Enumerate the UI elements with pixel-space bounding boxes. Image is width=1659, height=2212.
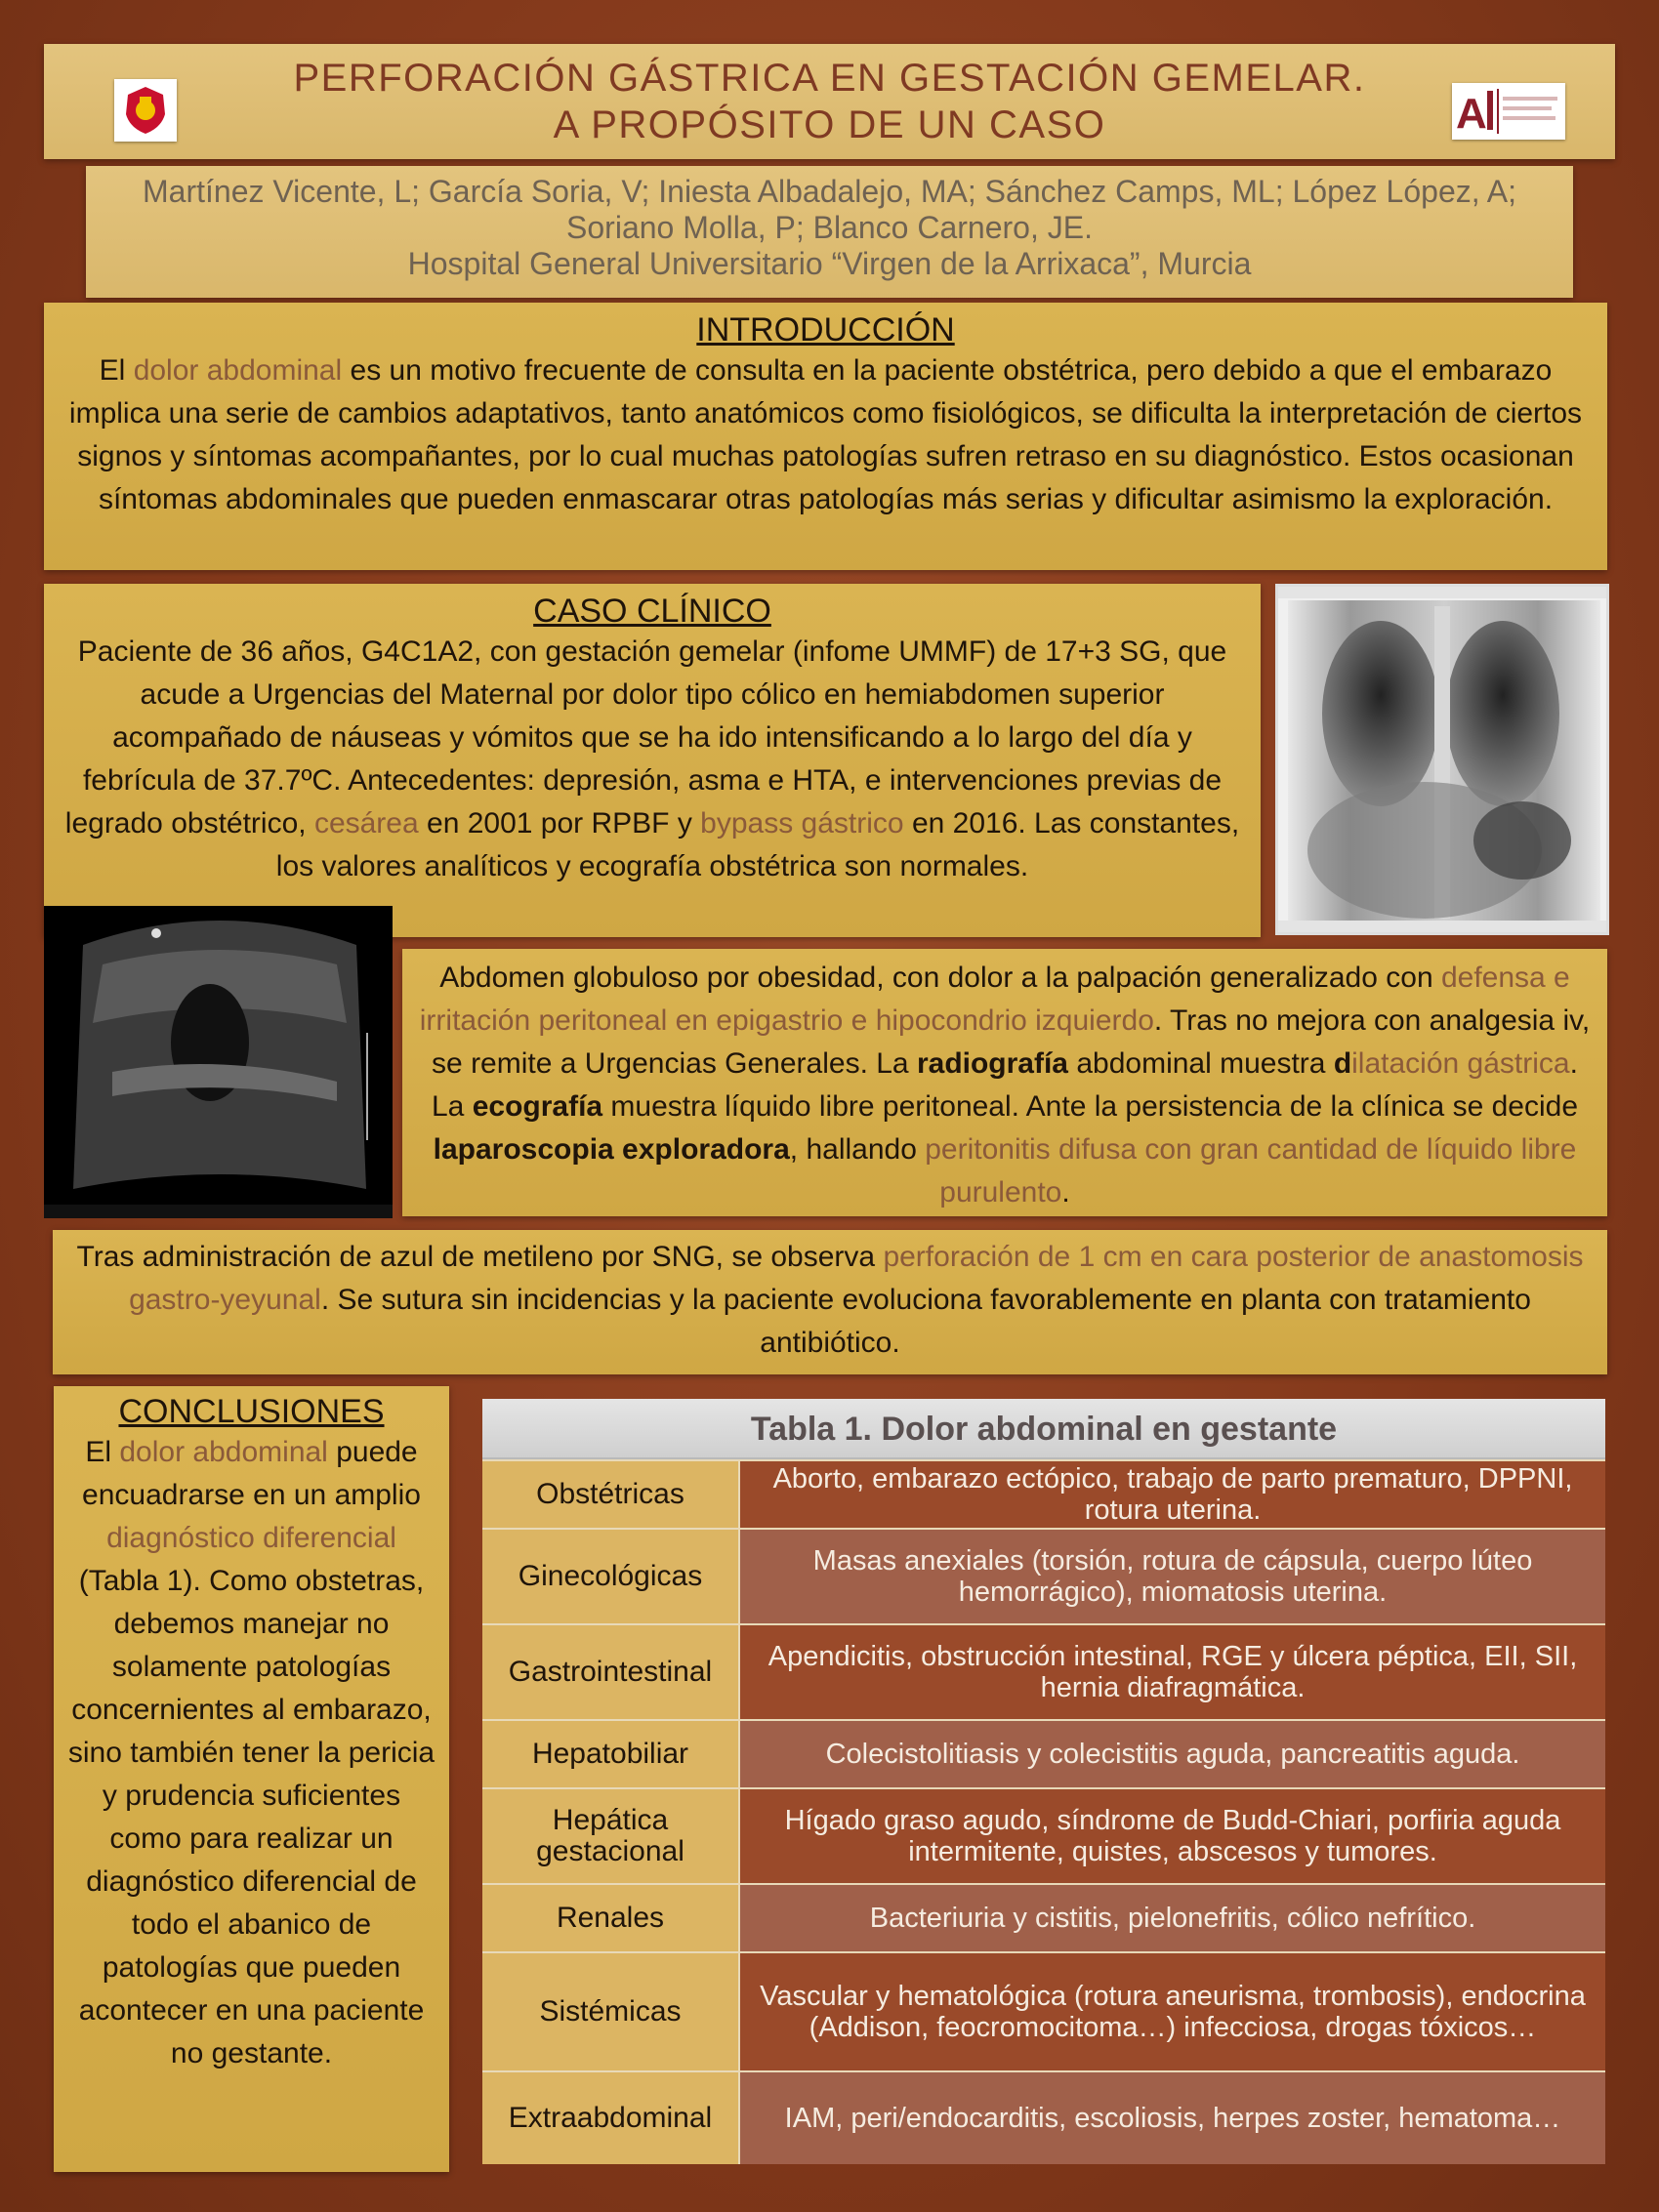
- area-murcia-logo: [1452, 83, 1565, 140]
- table-row: [482, 1951, 1605, 2070]
- clinical-case-section: [44, 584, 1261, 937]
- table-description: Vascular y hematológica (rotura aneurisma, trombosis), endocrina (Addison, feocromocitoma…) infecciosa, drogas tóxicos…: [740, 1953, 1605, 2070]
- introduction-text: El dolor abdominal es un motivo frecuente de consulta en la paciente obstétrica, pero debido a que el embarazo implica una serie de cambios adaptativos, tanto anatómicos como fisiológicos, se dificulta la interpretación de ciertos signos y síntomas acompañantes, por lo cual muchas patologías sufren retraso en su diagnóstico. Estos ocasionan síntomas abdominales que pueden enmascarar otras patologías más serias y dificultar asimismo la exploración.: [68, 354, 1583, 515]
- table-row: [482, 1528, 1605, 1623]
- table-category: Renales: [482, 1885, 740, 1951]
- table-category: Hepática gestacional: [482, 1789, 740, 1883]
- table-category: Hepatobiliar: [482, 1721, 740, 1787]
- table-description: Bacteriuria y cistitis, pielonefritis, cólico nefrítico.: [740, 1885, 1605, 1951]
- table-description: IAM, peri/endocarditis, escoliosis, herpes zoster, hematoma…: [740, 2072, 1605, 2164]
- highlight-cesarea: cesárea: [313, 807, 419, 840]
- table-row: [482, 2070, 1605, 2164]
- table-row: [482, 1459, 1605, 1528]
- highlight-dolor-abdominal: dolor abdominal: [133, 354, 343, 387]
- title-line-2: A PROPÓSITO DE UN CASO: [553, 103, 1106, 146]
- differential-diagnosis-table: [482, 1399, 1605, 2160]
- outcome-text: Tras administración de azul de metileno por SNG, se observa perforación de 1 cm en cara posterior de anastomosis gastro-yeyunal. Se sutura sin incidencias y la paciente evoluciona favorablemente en planta con tratamiento antibiótico.: [76, 1241, 1584, 1359]
- svg-text:A: A: [1456, 90, 1487, 138]
- highlight-defensa: defensa e irritación peritoneal en epigastrio e hipocondrio izquierdo: [419, 962, 1570, 1037]
- outcome-section: [53, 1230, 1607, 1374]
- highlight-diagnostico: diagnóstico diferencial: [106, 1522, 396, 1554]
- author-list: Martínez Vicente, L; García Soria, V; Iniesta Albadalejo, MA; Sánchez Camps, ML; López López, A; Soriano Molla, P; Blanco Carnero, JE.: [143, 174, 1516, 245]
- table-category: Obstétricas: [482, 1461, 740, 1528]
- highlight-bypass: bypass gástrico: [700, 807, 904, 840]
- table-row: [482, 1883, 1605, 1951]
- introduction-heading: INTRODUCCIÓN: [696, 311, 955, 348]
- highlight-peritonitis: peritonitis difusa con gran cantidad de líquido libre purulento: [925, 1133, 1577, 1208]
- clinical-case-heading: CASO CLÍNICO: [533, 593, 771, 630]
- conclusions-section: [54, 1386, 449, 2172]
- table-category: Gastrointestinal: [482, 1625, 740, 1719]
- highlight-perforacion: perforación de 1 cm en cara posterior de anastomosis gastro-yeyunal: [129, 1241, 1584, 1316]
- table-title: Tabla 1. Dolor abdominal en gestante: [482, 1399, 1605, 1459]
- conclusions-text: El dolor abdominal puede encuadrarse en un amplio diagnóstico diferencial (Tabla 1). Como obstetras, debemos manejar no solamente patologías concernientes al embarazo, sino también tener la pericia y prudencia suficientes como para realizar un diagnóstico diferencial de todo el abanico de patologías que pueden acontecer en una paciente no gestante.: [67, 1436, 435, 2069]
- highlight-dilatacion: ilatación gástrica: [1351, 1047, 1570, 1080]
- chest-abdominal-xray-image: [1275, 584, 1609, 935]
- exploration-text: Abdomen globuloso por obesidad, con dolor a la palpación generalizado con defensa e irritación peritoneal en epigastrio e hipocondrio izquierdo. Tras no mejora con analgesia iv, se remite a Urgencias Generales. La radiografía abdominal muestra dilatación gástrica. La ecografía muestra líquido libre peritoneal. Ante la persistencia de la clínica se decide laparoscopia exploradora, hallando peritonitis difusa con gran cantidad de líquido libre purulento.: [419, 962, 1591, 1208]
- conclusions-heading: CONCLUSIONES: [118, 1393, 385, 1430]
- authors-box: [86, 166, 1573, 298]
- abdominal-ultrasound-image: [44, 906, 393, 1218]
- table-row: [482, 1623, 1605, 1719]
- table-description: Colecistolitiasis y colecistitis aguda, pancreatitis aguda.: [740, 1721, 1605, 1787]
- introduction-section: [44, 303, 1607, 570]
- highlight-dolor: dolor abdominal: [119, 1436, 328, 1468]
- clinical-case-text: Paciente de 36 años, G4C1A2, con gestación gemelar (infome UMMF) de 17+3 SG, que acude a Urgencias del Maternal por dolor tipo cólico en hemiabdomen superior acompañado de náuseas y vómitos que se ha ido intensificando a lo largo del día y febrícula de 37.7ºC. Antecedentes: depresión, asma e HTA, e intervenciones previas de legrado obstétrico, cesárea en 2001 por RPBF y bypass gástrico en 2016. Las constantes, los valores analíticos y ecografía obstétrica son normales.: [64, 635, 1240, 882]
- title-line-1: PERFORACIÓN GÁSTRICA EN GESTACIÓN GEMELAR.: [293, 57, 1366, 100]
- title-banner: [44, 44, 1615, 159]
- table-description: Apendicitis, obstrucción intestinal, RGE y úlcera péptica, EII, SII, hernia diafragmática.: [740, 1625, 1605, 1719]
- table-category: Sistémicas: [482, 1953, 740, 2070]
- hospital-affiliation: Hospital General Universitario “Virgen de la Arrixaca”, Murcia: [407, 246, 1252, 281]
- table-row: [482, 1787, 1605, 1883]
- exploration-section: [402, 949, 1607, 1216]
- poster-title: [44, 44, 1615, 148]
- table-description: Aborto, embarazo ectópico, trabajo de parto prematuro, DPPNI, rotura uterina.: [740, 1461, 1605, 1528]
- table-description: Hígado graso agudo, síndrome de Budd-Chiari, porfiria aguda intermitente, quistes, abscesos y tumores.: [740, 1789, 1605, 1883]
- university-crest-logo: [114, 79, 177, 142]
- table-row: [482, 1719, 1605, 1787]
- table-category: Ginecológicas: [482, 1530, 740, 1623]
- table-category: Extraabdominal: [482, 2072, 740, 2164]
- table-description: Masas anexiales (torsión, rotura de cápsula, cuerpo lúteo hemorrágico), miomatosis uterina.: [740, 1530, 1605, 1623]
